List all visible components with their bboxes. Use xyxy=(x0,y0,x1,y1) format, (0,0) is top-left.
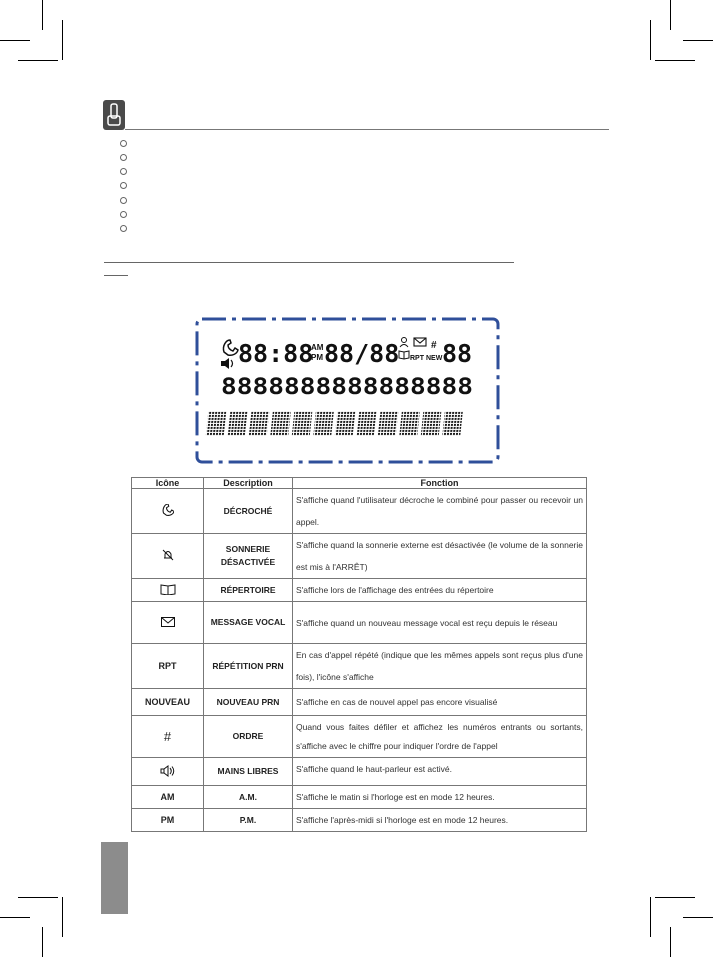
handset-icon xyxy=(223,340,238,355)
dot-matrix-cell xyxy=(227,411,248,436)
description-cell: MAINS LIBRES xyxy=(204,758,293,786)
lcd-number-row: 8888888888888888 xyxy=(221,375,473,400)
table-row xyxy=(132,689,587,716)
underline-rule xyxy=(104,262,514,263)
dot-matrix-cell xyxy=(356,411,377,436)
function-cell: S'affiche quand un nouveau message vocal est reçu depuis le réseau xyxy=(293,602,587,644)
speaker-icon xyxy=(160,765,176,777)
underline-rule xyxy=(104,275,128,276)
crop-mark xyxy=(18,897,58,898)
table-header-row xyxy=(132,478,587,489)
envelope-icon xyxy=(414,338,426,346)
function-cell: S'affiche lors de l'affichage des entrées du répertoire xyxy=(293,579,587,602)
description-cell: ORDRE xyxy=(204,716,293,758)
bullet-marker xyxy=(120,154,127,161)
bullet-marker xyxy=(120,197,127,204)
phonebook-icon xyxy=(399,351,409,359)
function-cell: En cas d'appel répété (indique que les mêmes appels sont reçus plus d'une fois), l'icône s'affiche xyxy=(293,644,587,689)
icon-cell xyxy=(132,602,204,644)
icon-cell xyxy=(132,644,204,689)
crop-mark xyxy=(650,897,651,937)
dot-matrix-cell xyxy=(335,411,356,436)
icon-label: NOUVEAU xyxy=(144,697,190,707)
icon-label: AM xyxy=(160,792,175,802)
page-edge-tab xyxy=(101,842,128,914)
table-row xyxy=(132,644,587,689)
lcd-pm: PM xyxy=(311,353,323,362)
dot-matrix-cell xyxy=(206,411,227,436)
description-cell: SONNERIE DÉSACTIVÉE xyxy=(204,534,293,579)
envelope-icon xyxy=(161,617,175,627)
icon-label: RPT xyxy=(158,661,177,671)
crop-mark xyxy=(683,917,713,918)
table-row xyxy=(132,534,587,579)
table-row xyxy=(132,602,587,644)
lcd-rpt: RPT xyxy=(410,355,424,362)
phonebook-icon xyxy=(160,584,176,595)
lcd-time: 88:88 xyxy=(238,339,314,368)
crop-mark xyxy=(655,60,695,61)
function-cell: S'affiche le matin si l'horloge est en mode 12 heures. xyxy=(293,786,587,809)
function-cell: S'affiche quand la sonnerie externe est désactivée (le volume de la sonnerie est mis à l'ARRÊT) xyxy=(293,534,587,579)
function-cell: S'affiche quand l'utilisateur décroche le combiné pour passer ou recevoir un appel. xyxy=(293,489,587,534)
description-cell: MESSAGE VOCAL xyxy=(204,602,293,644)
crop-mark xyxy=(42,927,43,957)
section-rule xyxy=(125,129,609,130)
icon-cell xyxy=(132,716,204,758)
description-cell: RÉPERTOIRE xyxy=(204,579,293,602)
lcd-counter: 88 xyxy=(442,339,473,368)
icon-label: # xyxy=(163,729,172,744)
function-cell: S'affiche quand le haut-parleur est activé. xyxy=(293,758,587,786)
dot-matrix-cell xyxy=(399,411,420,436)
crop-mark xyxy=(683,40,713,41)
table-row xyxy=(132,716,587,758)
handset-icon xyxy=(162,504,174,516)
icon-label: PM xyxy=(160,815,175,825)
ringer-off-icon xyxy=(162,549,174,561)
bullet-marker xyxy=(120,182,127,189)
dot-matrix-cell xyxy=(313,411,334,436)
speaker-icon xyxy=(221,358,233,369)
table-row xyxy=(132,489,587,534)
table-row xyxy=(132,579,587,602)
crop-mark xyxy=(670,927,671,957)
icon-cell xyxy=(132,534,204,579)
icon-cell xyxy=(132,809,204,832)
bullet-marker xyxy=(120,140,127,147)
description-cell: A.M. xyxy=(204,786,293,809)
person-icon xyxy=(400,338,408,348)
description-cell: NOUVEAU PRN xyxy=(204,689,293,716)
crop-mark xyxy=(0,917,30,918)
function-cell: S'affiche en cas de nouvel appel pas encore visualisé xyxy=(293,689,587,716)
crop-mark xyxy=(42,0,43,30)
dot-matrix-cell xyxy=(270,411,291,436)
icon-function-table xyxy=(131,477,587,832)
table-row xyxy=(132,809,587,832)
bullet-marker xyxy=(120,168,127,175)
lcd-new: NEW xyxy=(426,355,443,362)
dot-matrix-cell xyxy=(292,411,313,436)
header-function: Fonction xyxy=(293,478,587,489)
header-icon: Icône xyxy=(132,478,204,489)
dot-matrix-cell xyxy=(442,411,463,436)
section-icon xyxy=(103,100,125,130)
description-cell: P.M. xyxy=(204,809,293,832)
icon-cell xyxy=(132,489,204,534)
crop-mark xyxy=(62,897,63,937)
function-cell: S'affiche l'après-midi si l'horloge est en mode 12 heures. xyxy=(293,809,587,832)
header-description: Description xyxy=(204,478,293,489)
dot-matrix-cell xyxy=(378,411,399,436)
lcd-am: AM xyxy=(311,343,324,352)
crop-mark xyxy=(650,20,651,60)
description-cell: RÉPÉTITION PRN xyxy=(204,644,293,689)
lcd-hash: # xyxy=(431,340,437,351)
lcd-date: 88/88 xyxy=(324,339,400,368)
lcd-dot-matrix-row xyxy=(206,411,463,436)
bullet-marker xyxy=(120,225,127,232)
icon-cell xyxy=(132,579,204,602)
crop-mark xyxy=(655,897,695,898)
crop-mark xyxy=(670,0,671,30)
icon-cell xyxy=(132,758,204,786)
dot-matrix-cell xyxy=(249,411,270,436)
crop-mark xyxy=(18,60,58,61)
description-cell: DÉCROCHÉ xyxy=(204,489,293,534)
icon-cell xyxy=(132,786,204,809)
lcd-display xyxy=(190,310,510,470)
crop-mark xyxy=(0,40,30,41)
dot-matrix-cell xyxy=(421,411,442,436)
crop-mark xyxy=(62,20,63,60)
bullet-marker xyxy=(120,211,127,218)
function-cell: Quand vous faites défiler et affichez les numéros entrants ou sortants, s'affiche avec le chiffre pour indiquer l'ordre de l'appel xyxy=(293,716,587,758)
table-row xyxy=(132,758,587,786)
table-row xyxy=(132,786,587,809)
icon-cell xyxy=(132,689,204,716)
